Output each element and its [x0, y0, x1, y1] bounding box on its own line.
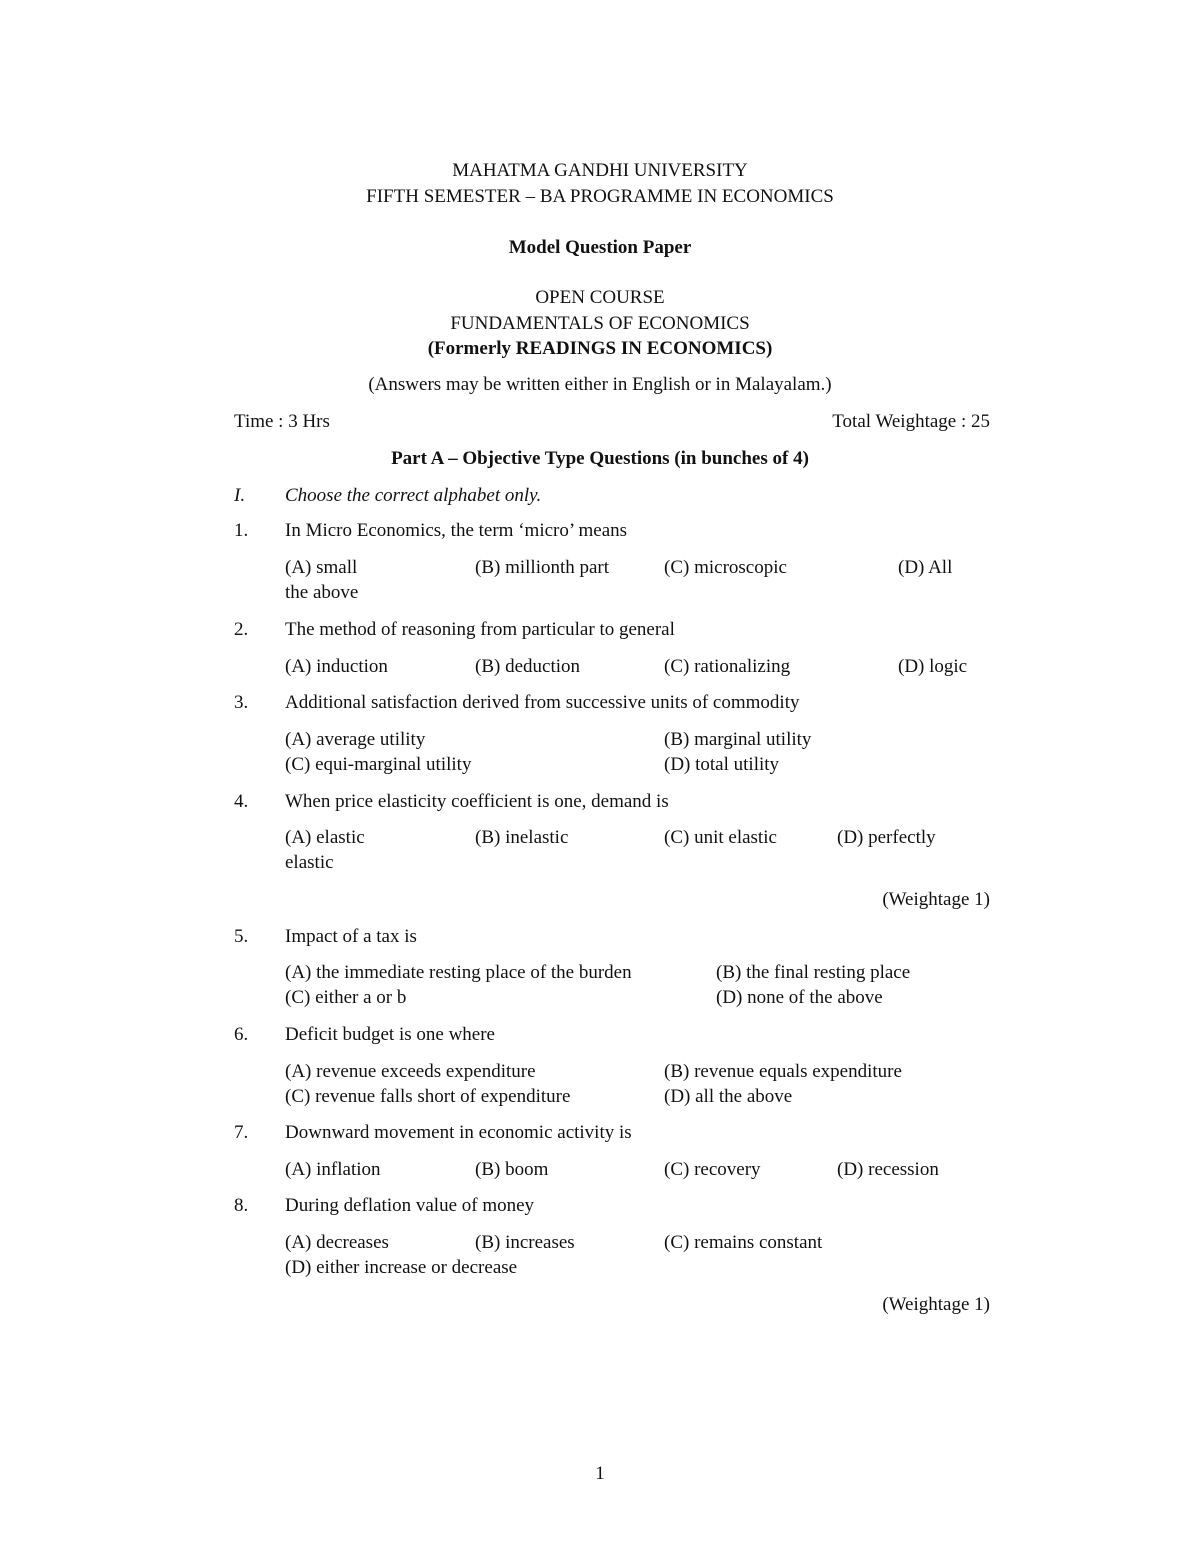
option-c: (C) either a or b: [285, 987, 407, 1008]
page-number: 1: [595, 1463, 605, 1484]
question-number: 4.: [234, 791, 249, 812]
question-number: 5.: [234, 926, 249, 947]
question-text: During deflation value of money: [285, 1195, 535, 1216]
weightage-label: (Weightage 1): [882, 889, 990, 910]
option-d: (D) none of the above: [716, 987, 883, 1008]
former-title: (Formerly READINGS IN ECONOMICS): [427, 338, 773, 359]
option-a: (A) decreases: [285, 1232, 389, 1253]
option-c: (C) recovery: [664, 1159, 761, 1180]
option-continuation: elastic: [285, 852, 334, 873]
question-text: In Micro Economics, the term ‘micro’ means: [285, 520, 628, 541]
option-b: (B) deduction: [475, 656, 581, 677]
option-c: (C) equi-marginal utility: [285, 754, 472, 775]
instruction-text: Choose the correct alphabet only.: [285, 485, 542, 506]
option-b: (B) inelastic: [475, 827, 569, 848]
programme-title: FIFTH SEMESTER – BA PROGRAMME IN ECONOMICS: [366, 186, 834, 207]
question-number: 2.: [234, 619, 249, 640]
option-c: (C) unit elastic: [664, 827, 777, 848]
option-a: (A) elastic: [285, 827, 365, 848]
option-a: (A) induction: [285, 656, 388, 677]
option-b: (B) the final resting place: [716, 962, 911, 983]
question-text: Impact of a tax is: [285, 926, 417, 947]
option-d: (D) all the above: [664, 1086, 793, 1107]
question-number: 1.: [234, 520, 249, 541]
total-weightage: Total Weightage : 25: [832, 411, 990, 432]
question-number: 8.: [234, 1195, 249, 1216]
weightage-label: (Weightage 1): [882, 1294, 990, 1315]
course-title: FUNDAMENTALS OF ECONOMICS: [450, 313, 750, 334]
option-c: (C) microscopic: [664, 557, 787, 578]
university-name: MAHATMA GANDHI UNIVERSITY: [452, 160, 748, 181]
question-text: Deficit budget is one where: [285, 1024, 495, 1045]
option-b: (B) boom: [475, 1159, 549, 1180]
language-note: (Answers may be written either in English or in Malayalam.): [368, 374, 832, 395]
part-a-title: Part A – Objective Type Questions (in bunches of 4): [391, 448, 809, 469]
option-d: (D) perfectly: [837, 827, 936, 848]
option-c: (C) revenue falls short of expenditure: [285, 1086, 571, 1107]
option-d: (D) either increase or decrease: [285, 1257, 518, 1278]
option-a: (A) average utility: [285, 729, 426, 750]
question-text: Downward movement in economic activity is: [285, 1122, 632, 1143]
option-continuation: the above: [285, 582, 359, 603]
exam-time: Time : 3 Hrs: [234, 411, 330, 432]
question-text: Additional satisfaction derived from successive units of commodity: [285, 692, 800, 713]
course-type: OPEN COURSE: [535, 287, 665, 308]
option-b: (B) millionth part: [475, 557, 610, 578]
option-d: (D) All: [898, 557, 953, 578]
option-a: (A) inflation: [285, 1159, 381, 1180]
option-d: (D) logic: [898, 656, 968, 677]
option-b: (B) increases: [475, 1232, 575, 1253]
option-c: (C) rationalizing: [664, 656, 791, 677]
question-text: When price elasticity coefficient is one, demand is: [285, 791, 669, 812]
question-number: 7.: [234, 1122, 249, 1143]
option-a: (A) small: [285, 557, 358, 578]
option-c: (C) remains constant: [664, 1232, 823, 1253]
question-number: 6.: [234, 1024, 249, 1045]
option-b: (B) revenue equals expenditure: [664, 1061, 902, 1082]
option-d: (D) recession: [837, 1159, 939, 1180]
paper-type: Model Question Paper: [508, 237, 692, 258]
question-number: 3.: [234, 692, 249, 713]
instruction-number: I.: [234, 485, 246, 506]
option-a: (A) the immediate resting place of the burden: [285, 962, 632, 983]
option-a: (A) revenue exceeds expenditure: [285, 1061, 536, 1082]
option-b: (B) marginal utility: [664, 729, 812, 750]
option-d: (D) total utility: [664, 754, 780, 775]
question-text: The method of reasoning from particular to general: [285, 619, 675, 640]
